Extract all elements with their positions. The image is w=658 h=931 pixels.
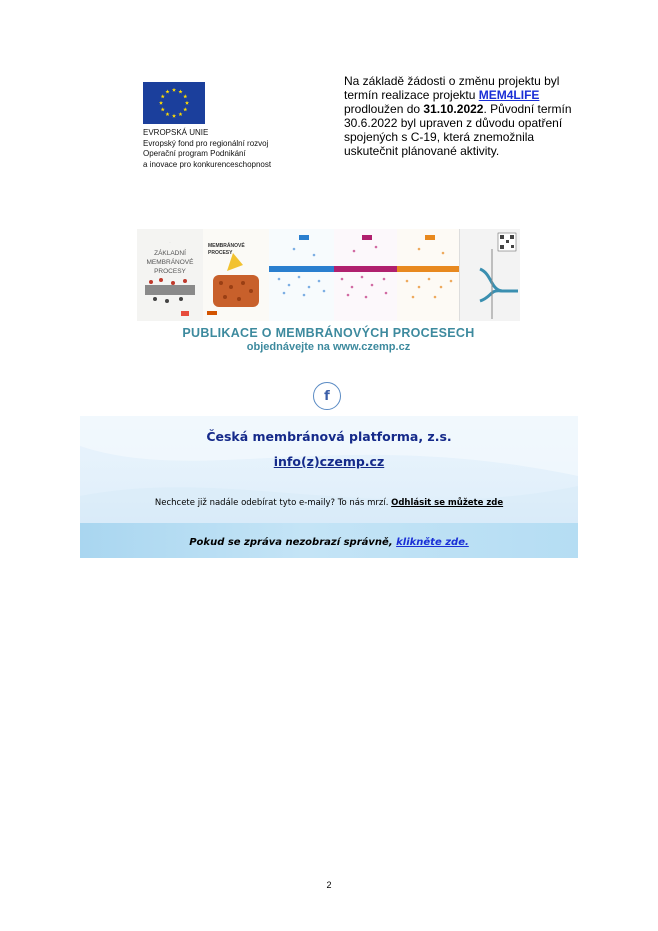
eu-program-text <box>143 128 293 170</box>
svg-text:PROCESY: PROCESY <box>154 268 186 275</box>
unsubscribe-text <box>80 498 578 508</box>
view-online-message: Pokud se zpráva nezobrazí správně, <box>189 537 397 548</box>
unsubscribe-message: Nechcete již nadále odebírat tyto e-maily? To nás mrzí. <box>154 498 392 508</box>
notice-text: . Původní termín 30.6.2022 byl upraven z důvodu opatření spojených s C-19, která znemožnila uskutečnit plánované aktivity. <box>344 102 572 158</box>
facebook-icon[interactable]: f <box>313 382 341 410</box>
footer-panel <box>80 416 578 558</box>
view-online-text <box>80 537 578 548</box>
view-online-link[interactable]: klikněte zde. <box>396 537 469 548</box>
eu-line: Operační program Podnikání <box>143 149 246 158</box>
book-cover-blue <box>269 229 334 321</box>
svg-text:ZÁKLADNÍ: ZÁKLADNÍ <box>154 250 186 257</box>
svg-text:MEMBRÁNOVÉ: MEMBRÁNOVÉ <box>146 259 194 266</box>
book-cover-membranove-procesy <box>203 229 270 321</box>
notice-text: Na základě žádosti o změnu projektu byl termín realizace projektu <box>344 74 560 102</box>
eu-flag-icon <box>143 82 205 124</box>
banner-subtitle: objednávejte na www.czemp.cz <box>246 341 411 353</box>
book-cover-magenta <box>334 229 397 321</box>
eu-line: Evropský fond pro regionální rozvoj <box>143 138 269 148</box>
book-cover-zakladni <box>137 229 204 321</box>
project-extension-notice <box>344 74 574 158</box>
book-cover-orange <box>397 229 459 321</box>
eu-line: a inovace pro konkurenceschopnost <box>143 159 272 169</box>
publications-banner[interactable] <box>137 229 520 353</box>
eu-line: EVROPSKÁ UNIE <box>143 128 209 137</box>
svg-text:PROCESY: PROCESY <box>208 250 233 256</box>
unsubscribe-link[interactable]: Odhlásit se můžete zde <box>391 498 504 508</box>
notice-new-date: 31.10.2022 <box>423 102 484 116</box>
contact-email-link[interactable]: info(z)czemp.cz <box>273 454 385 469</box>
organization-name: Česká membránová platforma, z.s. <box>206 429 452 444</box>
notice-text: prodloužen do <box>344 102 424 116</box>
svg-text:.: . <box>169 240 171 244</box>
page-number: 2 <box>326 880 332 890</box>
svg-text:MEMBRÁNOVÉ: MEMBRÁNOVÉ <box>208 243 245 249</box>
banner-title: PUBLIKACE O MEMBRÁNOVÝCH PROCESECH <box>182 326 475 340</box>
project-link[interactable]: MEM4LIFE <box>478 88 540 102</box>
book-cover-qr <box>459 229 520 321</box>
